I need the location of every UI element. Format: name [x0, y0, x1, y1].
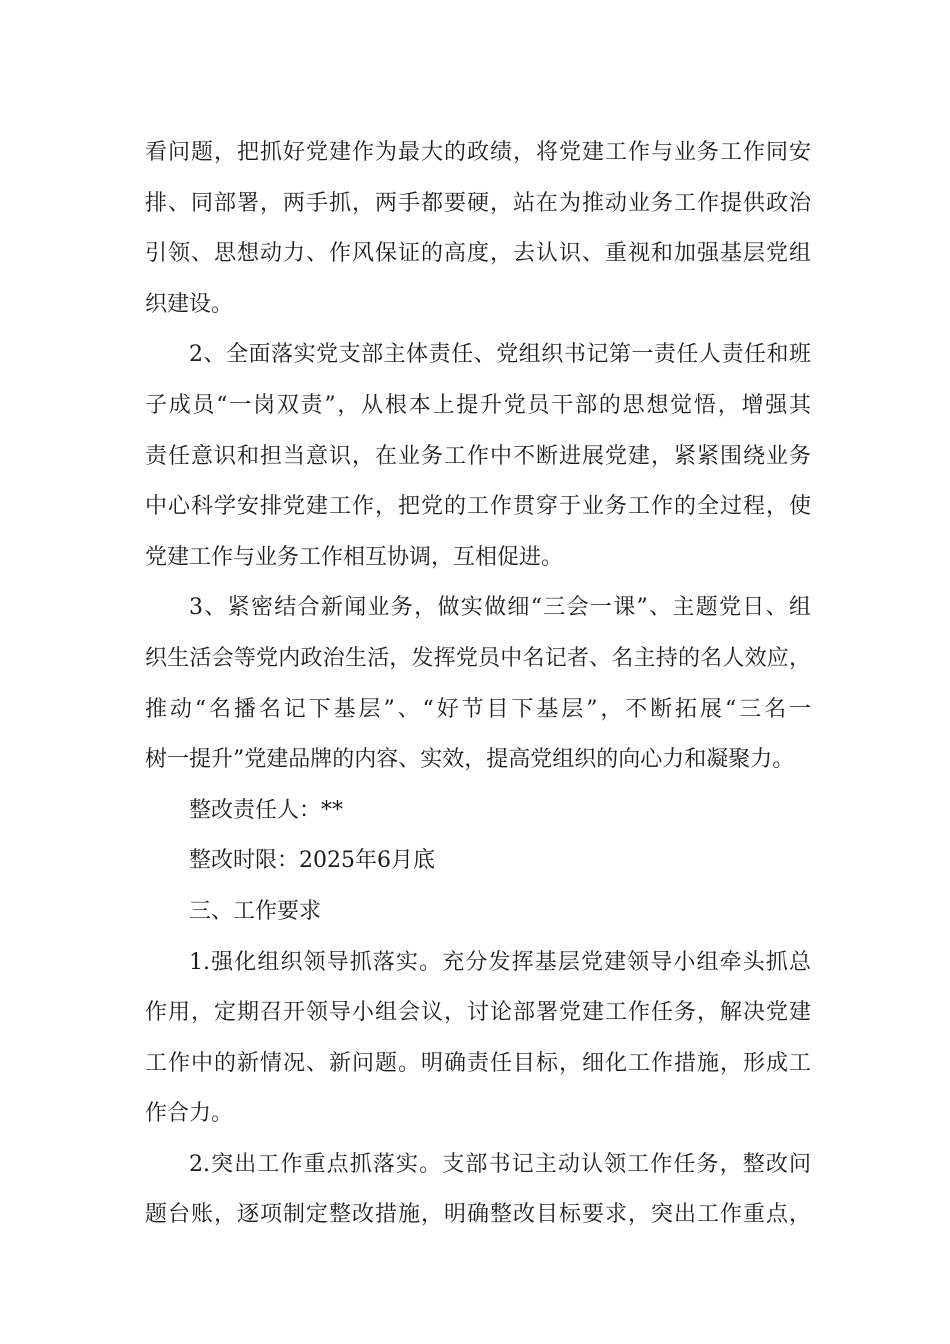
deadline	[145, 836, 811, 887]
paragraph	[145, 1140, 811, 1241]
text-line: 引领、思想动力、作风保证的高度，去认识、重视和加强基层党组	[145, 241, 811, 267]
paragraph	[145, 938, 811, 1140]
text-line: 责任意识和担当意识，在业务工作中不断进展党建，紧紧围绕业务	[145, 443, 811, 469]
text-line: 树一提升”党建品牌的内容、实效，提高党组织的向心力和凝聚力。	[145, 747, 795, 773]
text-line: 题台账，逐项制定整改措施，明确整改目标要求，突出工作重点，	[145, 1202, 811, 1228]
text-line: 三、工作要求	[189, 898, 322, 924]
text-line: 1.强化组织领导抓落实。充分发挥基层党建领导小组牵头抓总	[189, 949, 811, 975]
text-line: 子成员“一岗双责”，从根本上提升党员干部的思想觉悟，增强其	[145, 392, 811, 418]
section-heading	[145, 887, 811, 938]
text-line: 作用，定期召开领导小组会议，讨论部署党建工作任务，解决党建	[145, 1000, 811, 1026]
text-line: 2.突出工作重点抓落实。支部书记主动认领工作任务，整改问	[189, 1151, 811, 1177]
text-line: 织建设。	[145, 291, 234, 317]
text-line: 织生活会等党内政治生活，发挥党员中名记者、名主持的名人效应，	[145, 645, 811, 671]
text-line: 2、全面落实党支部主体责任、党组织书记第一责任人责任和班	[189, 342, 811, 368]
text-line: 整改责任人：**	[189, 797, 344, 823]
text-line: 党建工作与业务工作相互协调，互相促进。	[145, 544, 564, 570]
text-line: 推动“名播名记下基层”、“好节目下基层”，不断拓展“三名一	[145, 696, 811, 722]
text-line: 整改时限：2025年6月底	[189, 848, 435, 874]
text-line: 排、同部署，两手抓，两手都要硬，站在为推动业务工作提供政治	[145, 190, 811, 216]
text-line: 作合力。	[145, 1101, 234, 1127]
responsible-person	[145, 786, 811, 837]
paragraph	[145, 583, 811, 785]
text-line: 看问题，把抓好党建作为最大的政绩，将党建工作与业务工作同安	[145, 140, 811, 165]
text-line: 中心科学安排党建工作，把党的工作贯穿于业务工作的全过程，使	[145, 494, 811, 520]
document-body	[145, 128, 811, 1241]
text-line: 工作中的新情况、新问题。明确责任目标，细化工作措施，形成工	[145, 1050, 811, 1076]
text-line: 3、紧密结合新闻业务，做实做细“三会一课”、主题党日、组	[189, 595, 811, 621]
paragraph	[145, 330, 811, 583]
paragraph	[145, 128, 811, 330]
